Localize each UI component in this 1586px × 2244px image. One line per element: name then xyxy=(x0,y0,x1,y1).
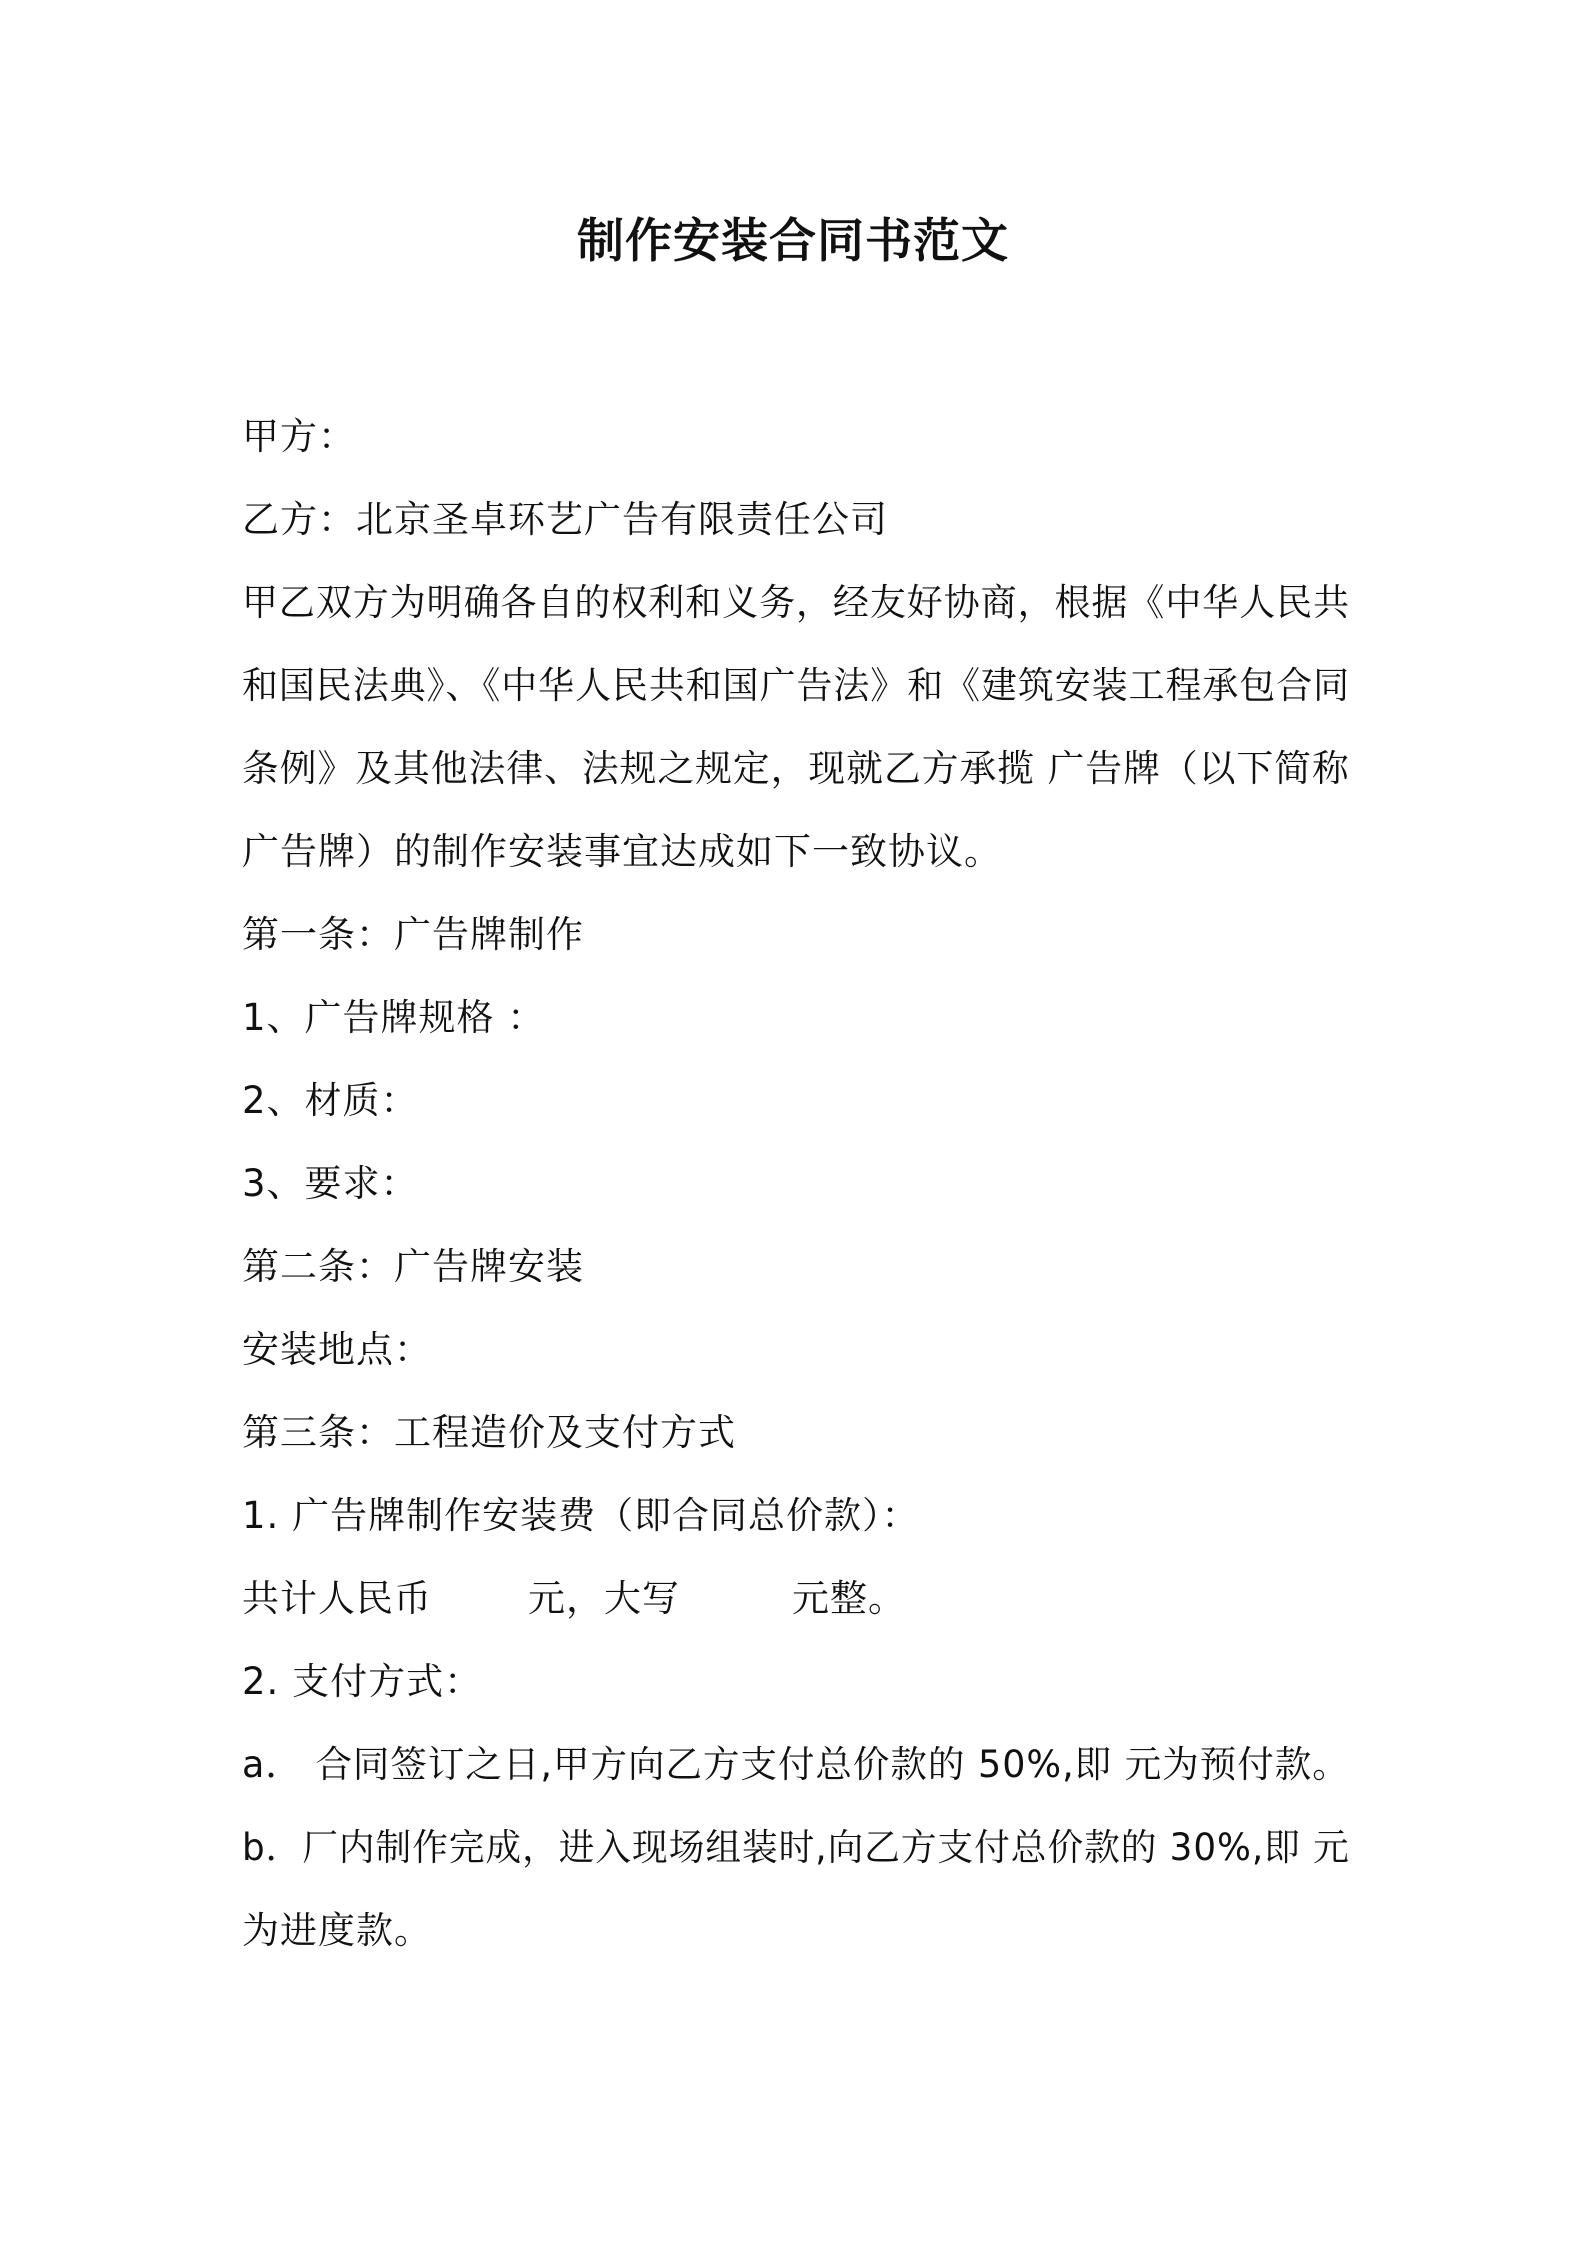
article1-item-material: 2、材质： xyxy=(242,1079,419,1122)
party-a-line: 甲方： xyxy=(242,415,356,458)
intro-line-1: 甲乙双方为明确各自的权利和义务，经友好协商，根据《中华人民共 xyxy=(242,581,1350,624)
party-b-line: 乙方：北京圣卓环艺广告有限责任公司 xyxy=(242,498,888,541)
intro-line-4: 广告牌）的制作安装事宜达成如下一致协议。 xyxy=(242,830,1002,873)
total-amount-line xyxy=(242,1574,906,1624)
payment-label: 2. 支付方式： xyxy=(242,1660,483,1703)
article2-heading: 第二条：广告牌安装 xyxy=(242,1245,584,1288)
total-uppercase-label: 元，大写 xyxy=(528,1577,680,1620)
install-location: 安装地点： xyxy=(242,1328,432,1371)
intro-line-2: 和国民法典》、《中华人民共和国广告法》和《建筑安装工程承包合同 xyxy=(242,664,1350,707)
article1-item-spec: 1、广告牌规格 ： xyxy=(242,996,546,1039)
article1-heading: 第一条：广告牌制作 xyxy=(242,913,584,956)
intro-line-3: 条例》及其他法律、法规之规定，现就乙方承揽 广告牌（以下简称 xyxy=(242,747,1350,790)
article3-heading: 第三条：工程造价及支付方式 xyxy=(242,1411,736,1454)
fee-label: 1. 广告牌制作安装费（即合同总价款）： xyxy=(242,1494,920,1537)
payment-a: a． 合同签订之日,甲方向乙方支付总价款的 50%,即 元为预付款。 xyxy=(242,1743,1350,1786)
article1-item-requirement: 3、要求： xyxy=(242,1162,419,1205)
payment-b-line-2: 为进度款。 xyxy=(242,1909,432,1952)
total-suffix-label: 元整。 xyxy=(792,1577,906,1620)
document-title: 制作安装合同书范文 xyxy=(577,214,1009,269)
payment-b-line-1: b．厂内制作完成，进入现场组装时,向乙方支付总价款的 30%,即 元 xyxy=(242,1826,1350,1869)
total-rmb-label: 共计人民币 xyxy=(242,1577,432,1620)
